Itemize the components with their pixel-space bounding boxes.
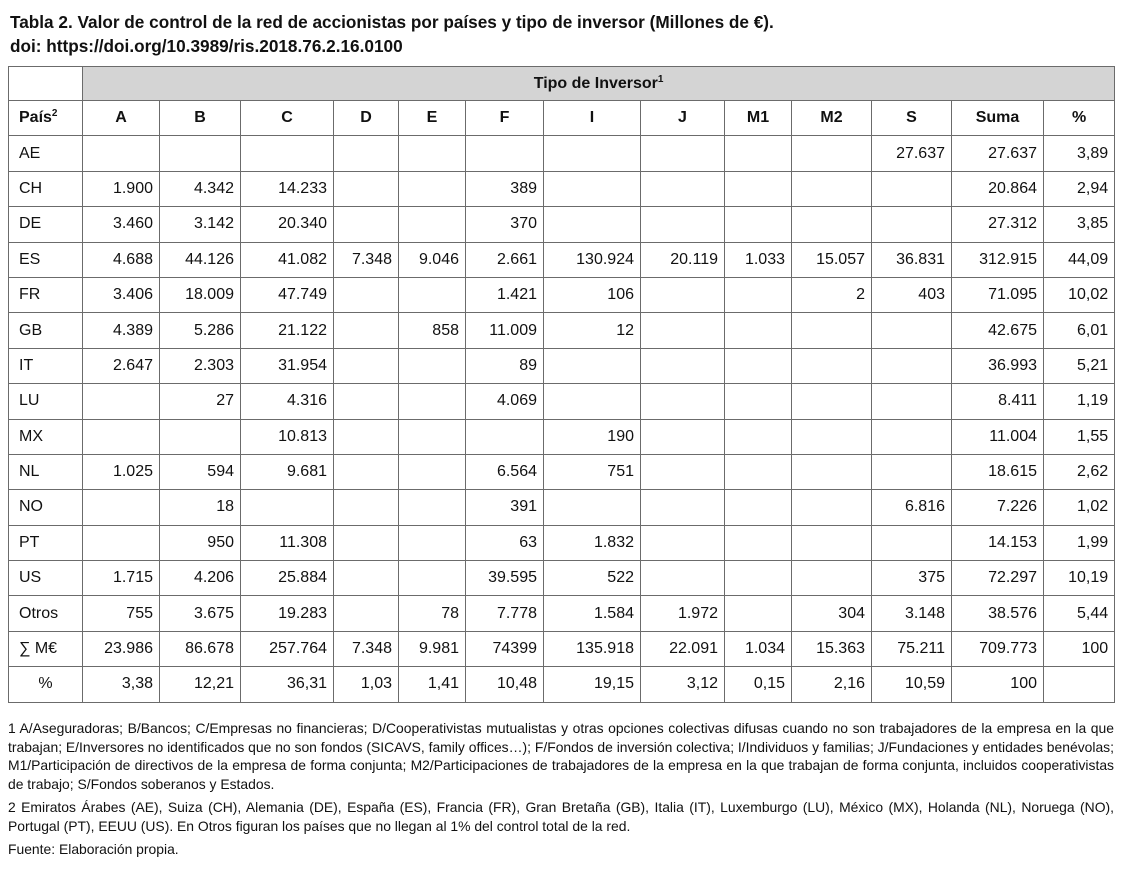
title-line: Tabla 2. Valor de control de la red de accionistas por países y tipo de inversor (Millones de €). — [10, 12, 774, 32]
table-cell: 2,94 — [1044, 171, 1115, 206]
table-cell: 18.009 — [160, 277, 241, 312]
investor-type-header — [83, 67, 1115, 101]
table-cell: 5,21 — [1044, 348, 1115, 383]
table-cell: 858 — [399, 313, 466, 348]
table-cell — [334, 454, 399, 489]
table-cell — [792, 384, 872, 419]
table-cell: 2.647 — [83, 348, 160, 383]
table-cell: 370 — [466, 207, 544, 242]
table-cell — [466, 419, 544, 454]
table-cell: 375 — [872, 561, 952, 596]
table-row — [9, 667, 1115, 702]
table-cell — [466, 136, 544, 171]
footnote-2: 2 Emiratos Árabes (AE), Suiza (CH), Alemania (DE), España (ES), Francia (FR), Gran Bretaña (GB), Italia (IT), Luxemburgo (LU), México (MX), Holanda (NL), Noruega (NO), Portugal (PT), EEUU (US). En Otros figuran los países que no llegan al 1% del control total de la red. — [8, 799, 1114, 834]
table-cell: 4.069 — [466, 384, 544, 419]
table-cell: 7.778 — [466, 596, 544, 631]
table-cell — [334, 171, 399, 206]
table-cell: 19,15 — [544, 667, 641, 702]
table-cell: 4.206 — [160, 561, 241, 596]
table-cell — [725, 596, 792, 631]
table-cell: 1,02 — [1044, 490, 1115, 525]
table-cell: 8.411 — [952, 384, 1044, 419]
table-cell: 190 — [544, 419, 641, 454]
table-cell: 1.715 — [83, 561, 160, 596]
table-cell: 38.576 — [952, 596, 1044, 631]
table-cell: 89 — [466, 348, 544, 383]
table-row — [9, 277, 1115, 312]
table-cell — [872, 525, 952, 560]
row-label: Otros — [9, 596, 83, 631]
table-cell: 31.954 — [241, 348, 334, 383]
table-cell: 19.283 — [241, 596, 334, 631]
table-cell — [792, 313, 872, 348]
table-cell — [641, 525, 725, 560]
column-header: J — [641, 101, 725, 136]
table-cell — [792, 171, 872, 206]
table-cell: 15.057 — [792, 242, 872, 277]
table-cell — [725, 454, 792, 489]
table-cell — [399, 454, 466, 489]
table-cell: 5.286 — [160, 313, 241, 348]
table-cell: 2 — [792, 277, 872, 312]
table-cell: 10,48 — [466, 667, 544, 702]
table-cell: 594 — [160, 454, 241, 489]
table-cell: 27 — [160, 384, 241, 419]
table-cell — [241, 490, 334, 525]
table-cell — [725, 561, 792, 596]
table-cell: 7.348 — [334, 242, 399, 277]
table-cell — [641, 348, 725, 383]
table-cell — [725, 525, 792, 560]
table-cell: 1.972 — [641, 596, 725, 631]
table-cell — [544, 384, 641, 419]
column-header: E — [399, 101, 466, 136]
footnotes — [8, 719, 1114, 864]
table-cell — [334, 561, 399, 596]
table-cell: 3,12 — [641, 667, 725, 702]
table-cell — [83, 136, 160, 171]
table-row — [9, 419, 1115, 454]
footnote-ref: 1 — [657, 73, 664, 85]
table-cell: 6,01 — [1044, 313, 1115, 348]
table-row — [9, 136, 1115, 171]
column-header: M2 — [792, 101, 872, 136]
table-row — [9, 384, 1115, 419]
table-row — [9, 596, 1115, 631]
table-cell — [725, 207, 792, 242]
table-cell — [83, 384, 160, 419]
table-cell: 4.316 — [241, 384, 334, 419]
row-label: LU — [9, 384, 83, 419]
table-cell — [725, 490, 792, 525]
table-cell — [334, 207, 399, 242]
table-cell: 3.406 — [83, 277, 160, 312]
table-cell: 2,16 — [792, 667, 872, 702]
column-header: C — [241, 101, 334, 136]
table-row — [9, 313, 1115, 348]
table-cell — [641, 313, 725, 348]
table-cell: 1.034 — [725, 631, 792, 666]
row-label: US — [9, 561, 83, 596]
table-cell — [641, 207, 725, 242]
table-cell: 20.119 — [641, 242, 725, 277]
row-label: IT — [9, 348, 83, 383]
table-cell: 1,55 — [1044, 419, 1115, 454]
table-row — [9, 490, 1115, 525]
table-cell: 1,03 — [334, 667, 399, 702]
table-cell: 22.091 — [641, 631, 725, 666]
row-label: NL — [9, 454, 83, 489]
table-cell — [334, 136, 399, 171]
table-cell: 3.148 — [872, 596, 952, 631]
table-cell: 9.681 — [241, 454, 334, 489]
table-cell: 1.033 — [725, 242, 792, 277]
table-cell — [1044, 667, 1115, 702]
table-cell — [544, 171, 641, 206]
table-cell: 86.678 — [160, 631, 241, 666]
table-cell: 11.009 — [466, 313, 544, 348]
table-cell — [641, 561, 725, 596]
table-cell — [725, 384, 792, 419]
table-cell — [792, 525, 872, 560]
row-label: DE — [9, 207, 83, 242]
table-cell — [544, 348, 641, 383]
table-cell — [641, 277, 725, 312]
table-row — [9, 631, 1115, 666]
row-label: FR — [9, 277, 83, 312]
table-row — [9, 525, 1115, 560]
table-cell: 3,89 — [1044, 136, 1115, 171]
table-cell: 14.233 — [241, 171, 334, 206]
table-cell — [399, 419, 466, 454]
table-cell: 6.564 — [466, 454, 544, 489]
table-cell — [334, 419, 399, 454]
table-cell: 3,85 — [1044, 207, 1115, 242]
table-cell: 36.993 — [952, 348, 1044, 383]
table-cell — [641, 136, 725, 171]
table-cell — [725, 171, 792, 206]
table-cell: 950 — [160, 525, 241, 560]
table-cell: 304 — [792, 596, 872, 631]
table-cell — [725, 277, 792, 312]
table-cell: 21.122 — [241, 313, 334, 348]
table-cell — [399, 136, 466, 171]
source-note: Fuente: Elaboración propia. — [8, 841, 179, 857]
table-cell: 9.981 — [399, 631, 466, 666]
table-cell: 389 — [466, 171, 544, 206]
table-cell — [872, 348, 952, 383]
investor-type-label: Tipo de Inversor — [533, 74, 658, 92]
table-cell: 12 — [544, 313, 641, 348]
table-cell: 4.342 — [160, 171, 241, 206]
table-cell: 15.363 — [792, 631, 872, 666]
table-cell — [792, 136, 872, 171]
table-cell: 72.297 — [952, 561, 1044, 596]
table-cell — [399, 525, 466, 560]
table-cell — [399, 561, 466, 596]
column-header: D — [334, 101, 399, 136]
table-cell: 135.918 — [544, 631, 641, 666]
table-cell: 257.764 — [241, 631, 334, 666]
footnote-ref: 2 — [51, 108, 58, 120]
table-title — [10, 10, 1110, 58]
table-cell: 403 — [872, 277, 952, 312]
table-cell — [160, 419, 241, 454]
table-cell — [872, 207, 952, 242]
table-cell — [792, 348, 872, 383]
table-cell: 6.816 — [872, 490, 952, 525]
table-cell: 7.348 — [334, 631, 399, 666]
corner-cell — [9, 67, 83, 101]
table-cell: 71.095 — [952, 277, 1044, 312]
table-cell: 78 — [399, 596, 466, 631]
table-cell: 10,59 — [872, 667, 952, 702]
table-cell: 10.813 — [241, 419, 334, 454]
table-cell: 3,38 — [83, 667, 160, 702]
table-cell: 75.211 — [872, 631, 952, 666]
country-column-header — [9, 101, 83, 136]
table-cell: 11.004 — [952, 419, 1044, 454]
table-cell: 709.773 — [952, 631, 1044, 666]
table-cell: 312.915 — [952, 242, 1044, 277]
table-cell — [334, 348, 399, 383]
table-cell: 41.082 — [241, 242, 334, 277]
table-row — [9, 348, 1115, 383]
table-cell: 9.046 — [399, 242, 466, 277]
table-cell: 100 — [1044, 631, 1115, 666]
column-header: F — [466, 101, 544, 136]
table-cell — [641, 419, 725, 454]
row-label: MX — [9, 419, 83, 454]
table-cell — [792, 419, 872, 454]
table-cell: 391 — [466, 490, 544, 525]
table-cell: 10,19 — [1044, 561, 1115, 596]
table-cell: 63 — [466, 525, 544, 560]
column-header: B — [160, 101, 241, 136]
row-label: ES — [9, 242, 83, 277]
row-label: CH — [9, 171, 83, 206]
table-cell: 27.637 — [872, 136, 952, 171]
table-cell: 7.226 — [952, 490, 1044, 525]
column-header: I — [544, 101, 641, 136]
column-header: M1 — [725, 101, 792, 136]
table-cell: 1.832 — [544, 525, 641, 560]
column-header: A — [83, 101, 160, 136]
table-cell — [83, 490, 160, 525]
table-cell: 27.637 — [952, 136, 1044, 171]
table-cell — [725, 313, 792, 348]
table-cell — [399, 490, 466, 525]
column-header-row — [9, 101, 1115, 136]
table-row — [9, 454, 1115, 489]
table-cell: 20.864 — [952, 171, 1044, 206]
column-header: % — [1044, 101, 1115, 136]
table-cell — [83, 419, 160, 454]
table-cell — [399, 384, 466, 419]
country-header-label: País — [19, 109, 52, 127]
table-cell — [641, 171, 725, 206]
doi-line: doi: https://doi.org/10.3989/ris.2018.76.2.16.0100 — [10, 36, 403, 56]
column-header: S — [872, 101, 952, 136]
table-cell: 4.389 — [83, 313, 160, 348]
table-cell: 100 — [952, 667, 1044, 702]
table-cell — [334, 525, 399, 560]
footnote-1: 1 A/Aseguradoras; B/Bancos; C/Empresas no financieras; D/Cooperativistas mutualistas y otras opciones colectivas difusas cuando no son trabajadores de la empresa en la que trabajan; E/Inversores no identificados que no son fondos (SICAVS, family offices…); F/Fondos de inversión colectiva; I/Individuos y familias; J/Fundaciones y entidades benévolas; M1/Participación de directivos de la empresa de forma conjunta; M2/Participaciones de trabajadores de la empresa en la que trabajan de forma conjunta, incluidos cooperativistas de trabajo; S/Fondos soberanos y Estados. — [8, 720, 1114, 792]
table-cell: 522 — [544, 561, 641, 596]
shareholder-table — [8, 66, 1115, 703]
table-cell — [872, 419, 952, 454]
table-cell — [792, 490, 872, 525]
table-cell — [241, 136, 334, 171]
table-row — [9, 561, 1115, 596]
row-label: GB — [9, 313, 83, 348]
table-cell: 14.153 — [952, 525, 1044, 560]
table-cell: 5,44 — [1044, 596, 1115, 631]
table-cell — [334, 313, 399, 348]
table-cell: 20.340 — [241, 207, 334, 242]
table-cell — [399, 348, 466, 383]
table-cell — [872, 384, 952, 419]
table-cell: 18 — [160, 490, 241, 525]
table-cell: 27.312 — [952, 207, 1044, 242]
table-cell — [872, 171, 952, 206]
table-cell: 44,09 — [1044, 242, 1115, 277]
row-label: NO — [9, 490, 83, 525]
table-cell: 2.661 — [466, 242, 544, 277]
table-cell: 4.688 — [83, 242, 160, 277]
table-cell: 42.675 — [952, 313, 1044, 348]
table-cell: 74399 — [466, 631, 544, 666]
table-cell — [641, 384, 725, 419]
table-cell: 3.675 — [160, 596, 241, 631]
table-cell — [544, 490, 641, 525]
table-cell: 12,21 — [160, 667, 241, 702]
table-row — [9, 242, 1115, 277]
table-cell: 0,15 — [725, 667, 792, 702]
table-cell — [544, 136, 641, 171]
table-cell: 11.308 — [241, 525, 334, 560]
table-row — [9, 207, 1115, 242]
table-cell: 1,41 — [399, 667, 466, 702]
table-cell: 23.986 — [83, 631, 160, 666]
table-cell: 25.884 — [241, 561, 334, 596]
table-cell: 3.142 — [160, 207, 241, 242]
table-cell — [792, 561, 872, 596]
table-cell: 1.421 — [466, 277, 544, 312]
table-cell: 2,62 — [1044, 454, 1115, 489]
row-label: AE — [9, 136, 83, 171]
table-cell: 10,02 — [1044, 277, 1115, 312]
table-cell — [792, 454, 872, 489]
table-cell — [544, 207, 641, 242]
table-row — [9, 171, 1115, 206]
table-cell: 751 — [544, 454, 641, 489]
table-cell — [399, 277, 466, 312]
row-label: PT — [9, 525, 83, 560]
table-cell: 755 — [83, 596, 160, 631]
table-cell — [334, 596, 399, 631]
table-cell — [725, 136, 792, 171]
table-cell: 1.900 — [83, 171, 160, 206]
table-cell: 130.924 — [544, 242, 641, 277]
table-cell — [83, 525, 160, 560]
table-cell: 47.749 — [241, 277, 334, 312]
table-cell: 1.584 — [544, 596, 641, 631]
table-cell: 2.303 — [160, 348, 241, 383]
table-cell — [334, 277, 399, 312]
table-cell — [725, 348, 792, 383]
table-cell: 1,19 — [1044, 384, 1115, 419]
table-cell: 36,31 — [241, 667, 334, 702]
table-cell: 1.025 — [83, 454, 160, 489]
table-cell: 106 — [544, 277, 641, 312]
table-cell: 1,99 — [1044, 525, 1115, 560]
table-cell: 3.460 — [83, 207, 160, 242]
table-cell: 18.615 — [952, 454, 1044, 489]
table-cell — [334, 384, 399, 419]
table-cell: 44.126 — [160, 242, 241, 277]
row-label: ∑ M€ — [9, 631, 83, 666]
table-body — [9, 136, 1115, 702]
table-cell — [334, 490, 399, 525]
table-cell — [399, 171, 466, 206]
group-header-row — [9, 67, 1115, 101]
table-cell — [872, 454, 952, 489]
table-cell — [725, 419, 792, 454]
table-cell — [872, 313, 952, 348]
column-header: Suma — [952, 101, 1044, 136]
row-label: % — [9, 667, 83, 702]
table-cell — [641, 454, 725, 489]
table-cell — [399, 207, 466, 242]
table-cell: 36.831 — [872, 242, 952, 277]
table-cell: 39.595 — [466, 561, 544, 596]
table-cell — [160, 136, 241, 171]
table-cell — [641, 490, 725, 525]
table-cell — [792, 207, 872, 242]
